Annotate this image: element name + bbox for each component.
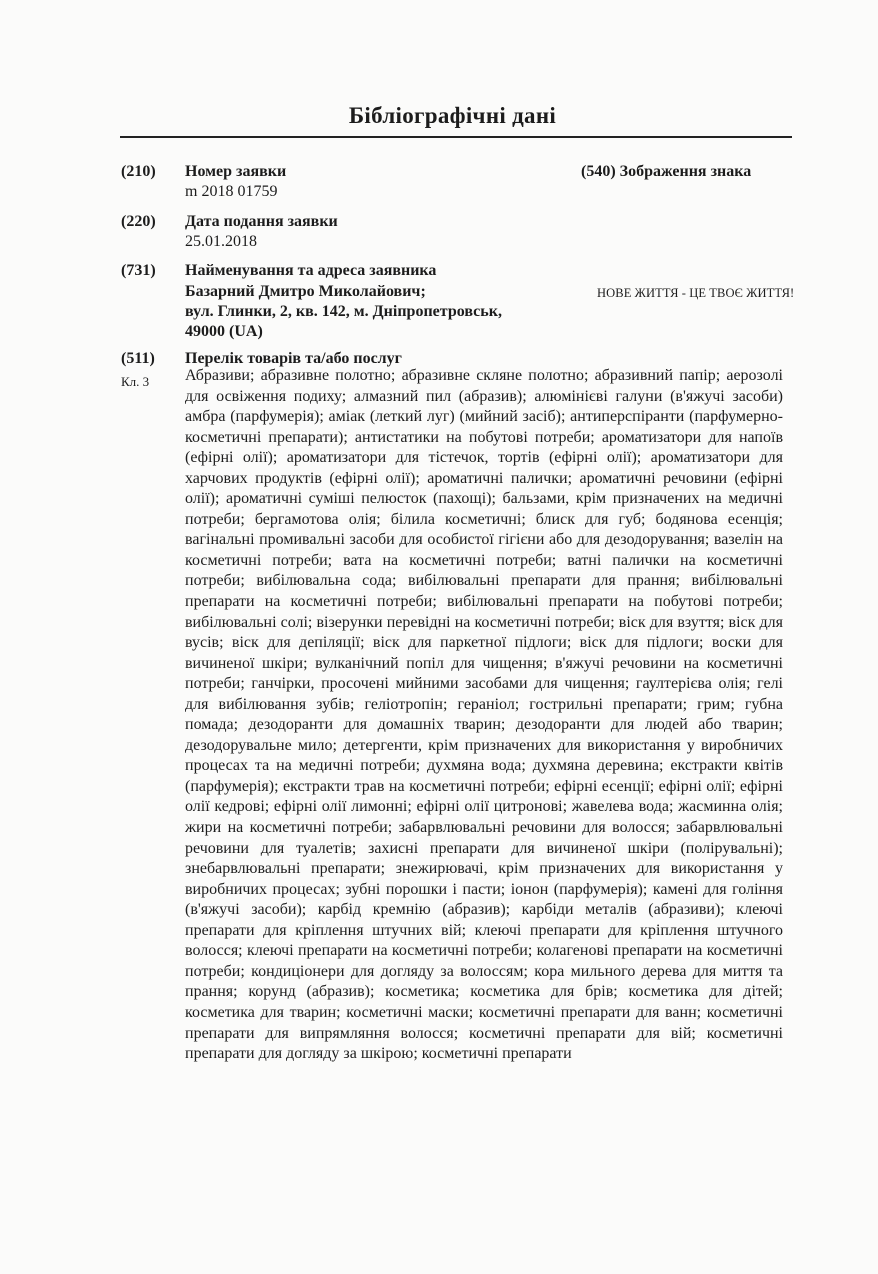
field-label-applicant: Найменування та адреса заявника	[185, 262, 437, 279]
field-code-540: (540)	[581, 163, 616, 180]
title-divider	[120, 136, 792, 138]
field-code-220: (220)	[121, 213, 156, 230]
applicant-name: Базарний Дмитро Миколайович;	[185, 283, 426, 300]
page-title: Бібліографічні дані	[348, 103, 557, 128]
application-number-value: m 2018 01759	[185, 183, 278, 200]
applicant-address-line: вул. Глинки, 2, кв. 142, м. Дніпропетровськ,	[185, 303, 502, 320]
field-label-mark-image	[581, 163, 751, 181]
goods-services-list: Абразиви; абразивне полотно; абразивне скляне полотно; абразивний папір; аерозолі для освіження подиху; алмазний пил (абразив); алюмінієві галуни (в'яжучі засоби) амбра (парфумерія); аміак (леткий луг) (мийний засіб); антиперспіранти (парфумерно-косметичні препарати); антистатики на побутові потреби; ароматизатори для напоїв (ефірні олії); ароматизатори для тістечок, тортів (ефірні олії); ароматизатори для харчових продуктів (ефірні олії); ароматичні палички; ароматичні речовини (ефірні олії); ароматичні суміші пелюсток (пахощі); бальзами, крім призначених на медичні потреби; бергамотова олія; білила косметичні; блиск для губ; бодянова есенція; вагінальні промивальні засоби для особистої гігієни або для дезодорування; вазелін на косметичні потреби; вата на косметичні потреби; ватні палички на косметичні потреби; вибілювальна сода; вибілювальні препарати для прання; вибілювальні препарати на косметичні потреби; вибілювальні препарати на побутові потреби; вибілювальні солі; візерунки перевідні на косметичні потреби; віск для взуття; віск для вусів; віск для депіляції; віск для паркетної підлоги; віск для підлоги; воски для вичиненої шкіри; вулканічний попіл для чищення; в'яжучі речовини на косметичні потреби; ганчірки, просочені мийними засобами для чищення; гаултерієва олія; гелі для вибілювання зубів; геліотропін; геранiол; гострильні препарати; грим; губна помада; дезодоранти для домашніх тварин; дезодоранти для людей або тварин; дезодорувальне мило; детергенти, крім призначених для використання у виробничих процесах та на медичні потреби; духмяна вода; духмяна деревина; екстракти квітів (парфумерія); екстракти трав на косметичні потреби; ефірні есенції; ефірні олії; ефірні олії кедрові; ефірні олії лимонні; ефірні олії цитронові; жавелева вода; жасминна олія; жири на косметичні потреби; забарвлювальні речовини для волосся; забарвлювальні речовини для туалетів; захисні препарати для вичиненої шкіри (полірувальні); знебарвлювальні препарати; знежирювачі, крім призначених для використання у виробничих процесах; зубні порошки і пасти; іонон (парфумерія); камені для гоління (в'яжучі засоби); карбід кремнію (абразив); карбіди металів (абразиви); клеючі препарати для кріплення штучних вій; клеючі препарати для кріплення штучного волосся; клеючі препарати на косметичні потреби; колагенові препарати на косметичні потреби; кондиціонери для догляду за волоссям; кора мильного дерева для миття та прання; корунд (абразив); косметика; косметика для брів; косметика для дітей; косметика для тварин; косметичні маски; косметичні препарати для ванн; косметичні препарати для випрямляння волосся; косметичні препарати для вій; косметичні препарати для догляду за шкірою; косметичні препарати	[185, 367, 783, 1063]
trademark-text: НОВЕ ЖИТТЯ - ЦЕ ТВОЄ ЖИТТЯ!	[597, 286, 795, 300]
class-number: Кл. 3	[121, 374, 150, 389]
field-label-filing-date: Дата подання заявки	[185, 213, 338, 230]
field-code-511: (511)	[121, 350, 155, 367]
field-label-application-number: Номер заявки	[185, 163, 287, 180]
filing-date-value: 25.01.2018	[185, 233, 257, 250]
mark-image-label: Зображення знака	[619, 163, 752, 180]
field-label-goods-services: Перелік товарів та/або послуг	[185, 350, 402, 367]
field-code-210: (210)	[121, 163, 156, 180]
applicant-postal-code: 49000 (UA)	[185, 323, 263, 340]
field-code-731: (731)	[121, 262, 156, 279]
